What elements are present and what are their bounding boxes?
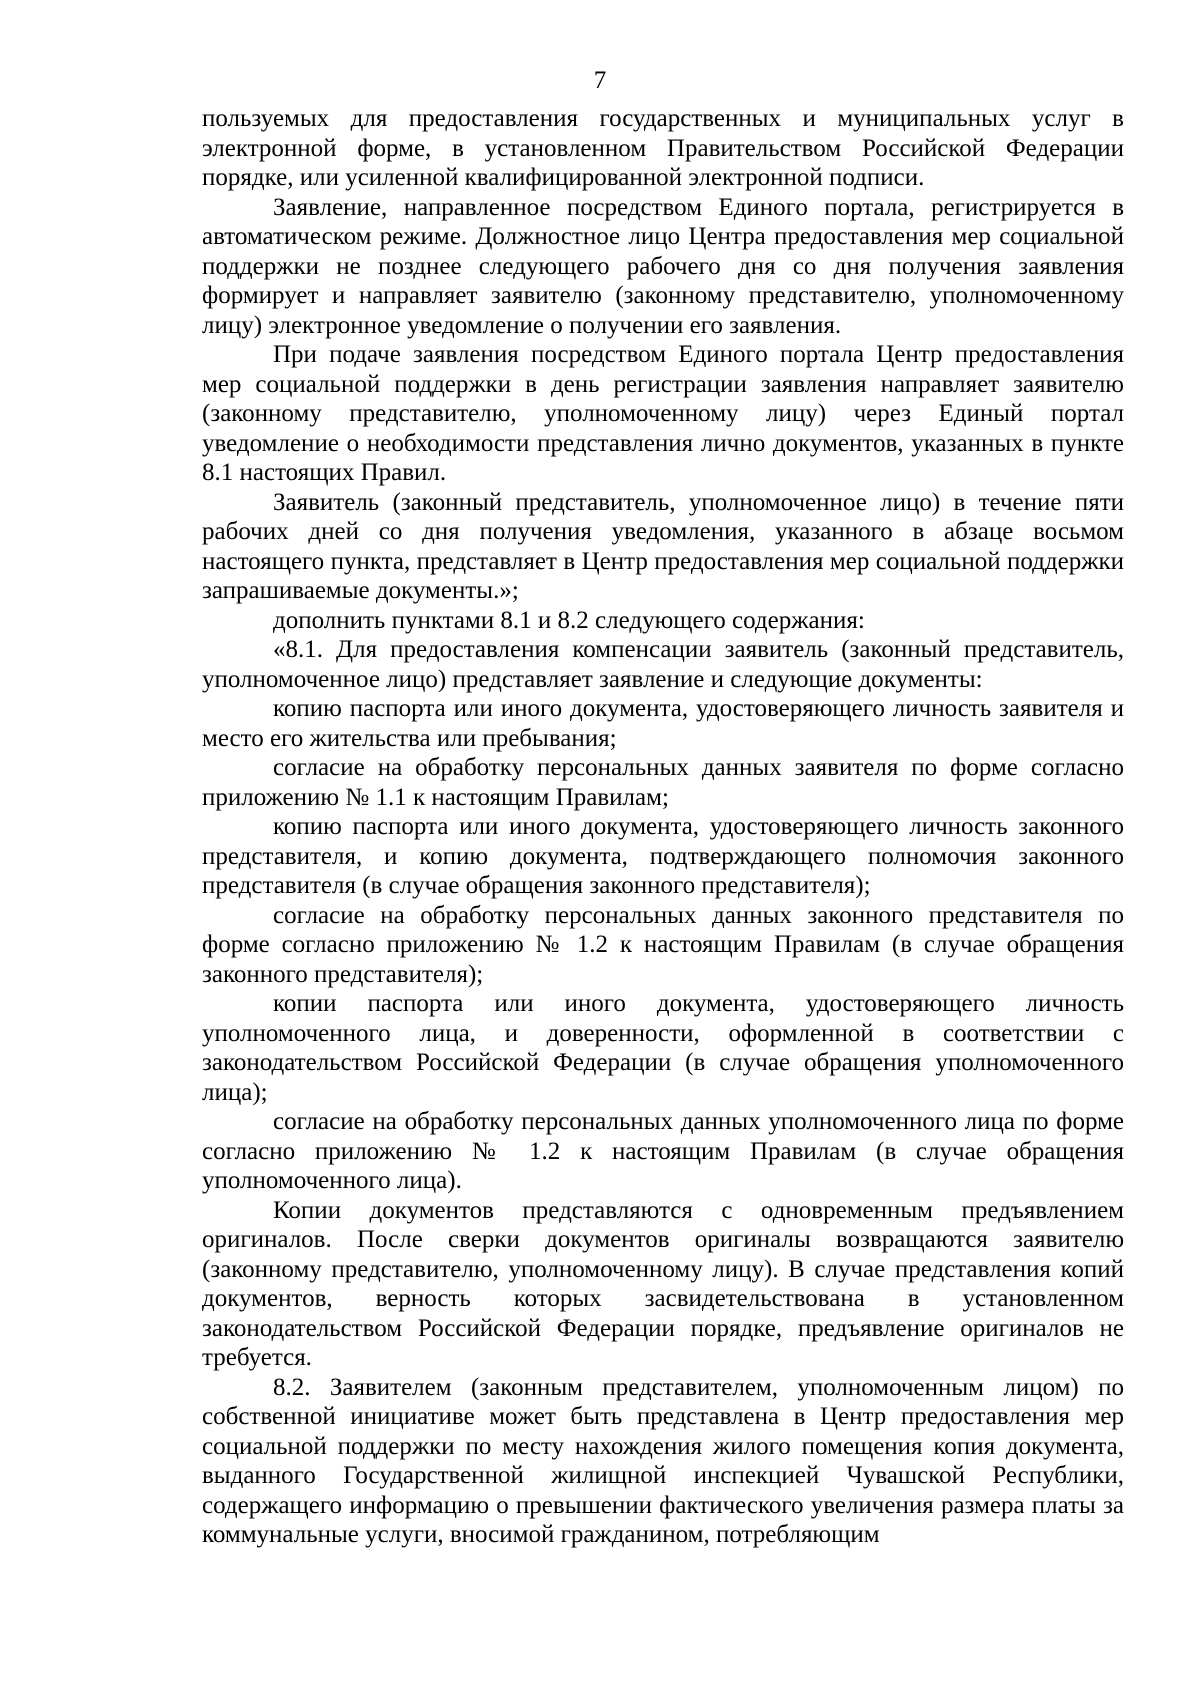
paragraph: пользуемых для предоставления государственных и муниципальных услуг в электронной форме, в установленном Правительством Российской Федерации порядке, или усиленной квалифицированной электронной подписи. <box>202 105 1124 191</box>
paragraph: При подаче заявления посредством Единого портала Центр предоставления мер социальной поддержки в день регистрации заявления направляет заявителю (законному представителю, уполномоченному лицу) через Единый портал уведомление о необходимости представления лично документов, указанных в пункте 8.1 настоящих Правил. <box>202 341 1124 486</box>
document-body <box>202 104 1124 1550</box>
paragraph: согласие на обработку персональных данных уполномоченного лица по форме согласно приложению № 1.2 к настоящим Правилам (в случае обращения уполномоченного лица). <box>202 1108 1124 1194</box>
paragraph: согласие на обработку персональных данных законного представителя по форме согласно приложению № 1.2 к настоящим Правилам (в случае обращения законного представителя); <box>202 901 1124 988</box>
paragraph: Копии документов представляются с одновременным предъявлением оригиналов. После сверки документов оригиналы возвращаются заявителю (законному представителю, уполномоченному лицу). В случае представления копий документов, верность которых засвидетельствована в установленном законодательством Российской Федерации порядке, предъявление оригиналов не требуется. <box>202 1196 1124 1371</box>
paragraph: согласие на обработку персональных данных заявителя по форме согласно приложению № 1.1 к настоящим Правилам; <box>202 754 1124 811</box>
paragraph: Заявление, направленное посредством Единого портала, регистрируется в автоматическом режиме. Должностное лицо Центра предоставления мер социальной поддержки не позднее следующего рабочего дня со дня получения заявления формирует и направляет заявителю (законному представителю, уполномоченному лицу) электронное уведомление о получении его заявления. <box>202 193 1124 339</box>
paragraph: дополнить пунктами 8.1 и 8.2 следующего содержания: <box>273 606 865 634</box>
paragraph: 8.2. Заявителем (законным представителем, уполномоченным лицом) по собственной инициативе может быть представлена в Центр предоставления мер социальной поддержки по месту нахождения жилого помещения копия документа, выданного Государственной жилищной инспекцией Чувашской Республики, содержащего информацию о превышении фактического увеличения размера платы за коммунальные услуги, вносимой гражданином, потребляющим <box>202 1373 1124 1548</box>
paragraph: копии паспорта или иного документа, удостоверяющего личность уполномоченного лица, и доверенности, оформленной в соответствии с законодательством Российской Федерации (в случае обращения уполномоченного лица); <box>202 990 1124 1106</box>
page-number: 7 <box>593 67 607 94</box>
paragraph: копию паспорта или иного документа, удостоверяющего личность заявителя и место его жительства или пребывания; <box>202 695 1124 752</box>
paragraph: «8.1. Для предоставления компенсации заявитель (законный представитель, уполномоченное лицо) представляет заявление и следующие документы: <box>202 636 1124 693</box>
paragraph: Заявитель (законный представитель, уполномоченное лицо) в течение пяти рабочих дней со дня получения уведомления, указанного в абзаце восьмом настоящего пункта, представляет в Центр предоставления мер социальной поддержки запрашиваемые документы.»; <box>202 488 1124 604</box>
paragraph: копию паспорта или иного документа, удостоверяющего личность законного представителя, и копию документа, подтверждающего полномочия законного представителя (в случае обращения законного представителя); <box>202 813 1124 899</box>
